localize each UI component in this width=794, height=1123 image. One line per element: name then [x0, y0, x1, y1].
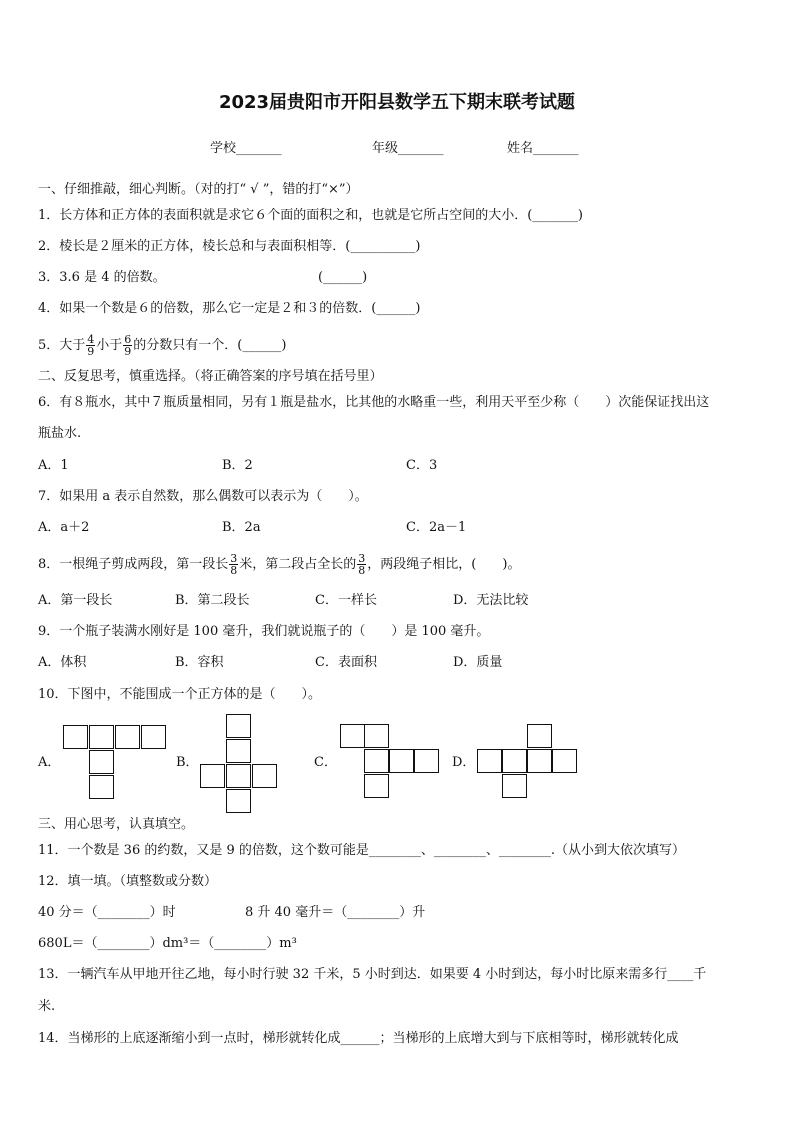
question-14: 14．当梯形的上底逐渐缩小到一点时，梯形就转化成______；当梯形的上底增大到与下底相等时，梯形就转化成 [38, 1031, 679, 1046]
question-12b: 8 升 40 毫升＝（________）升 [245, 905, 426, 920]
question-12: 12．填一填。（填整数或分数） [38, 874, 218, 889]
net-square [364, 749, 389, 773]
section-1-heading: 一、仔细推敲，细心判断。（对的打“ √ ”，错的打“×”） [38, 182, 359, 197]
option-10a[interactable]: A． [38, 755, 61, 770]
option-10b[interactable]: B． [176, 755, 199, 770]
net-square [364, 774, 389, 798]
option-9b[interactable]: B．容积 [175, 655, 224, 670]
net-square [252, 764, 277, 788]
option-8b[interactable]: B．第二段长 [175, 593, 250, 608]
question-3-blank[interactable]: (______) [318, 270, 368, 285]
net-square [89, 750, 114, 774]
question-12c: 680L＝（________）dm³＝（________）m³ [38, 936, 297, 951]
option-6a[interactable]: A．1 [38, 458, 69, 473]
name-field[interactable]: 姓名_______ [507, 141, 579, 156]
option-8d[interactable]: D．无法比较 [453, 593, 529, 608]
option-6c[interactable]: C．3 [406, 458, 438, 473]
question-4: 4．如果一个数是６的倍数，那么它一定是２和３的倍数．(______) [38, 301, 421, 316]
net-square [527, 749, 552, 773]
net-square [389, 749, 414, 773]
question-8: 8．一根绳子剪成两段，第一段长 $\frac{3}{8}$ 米，第二段占全长的 $\frac{3}{8}$ ，两段绳子相比，( )。 [38, 552, 521, 577]
net-square [226, 764, 251, 788]
question-6-cont: 瓶盐水. [38, 426, 82, 441]
section-2-heading: 二、反复思考，慎重选择。（将正确答案的序号填在括号里） [38, 369, 383, 384]
option-10c[interactable]: C． [314, 755, 337, 770]
option-7b[interactable]: B．2a [222, 520, 261, 535]
option-10d[interactable]: D． [452, 755, 476, 770]
net-square [527, 724, 552, 748]
net-square [63, 725, 88, 749]
question-3: 3．3.6 是 4 的倍数。 [38, 270, 166, 285]
fraction: $\frac{4}{9}$ [87, 333, 95, 358]
fraction: $\frac{3}{8}$ [230, 552, 238, 577]
question-2: 2．棱长是２厘米的正方体，棱长总和与表面积相等．(__________) [38, 239, 421, 254]
net-square [477, 749, 502, 773]
grade-field[interactable]: 年级_______ [372, 141, 444, 156]
net-square [141, 725, 166, 749]
option-9a[interactable]: A．体积 [38, 655, 87, 670]
question-10: 10．下图中，不能围成一个正方体的是（ ）。 [38, 687, 322, 702]
question-13-cont: 米. [38, 999, 56, 1014]
net-square [200, 764, 225, 788]
net-square [226, 714, 251, 738]
net-square [552, 749, 577, 773]
option-8c[interactable]: C．一样长 [315, 593, 377, 608]
net-square [340, 724, 365, 748]
net-square [414, 749, 439, 773]
net-square [226, 739, 251, 763]
question-12a: 40 分＝（________）时 [38, 905, 176, 920]
fraction: $\frac{6}{9}$ [124, 333, 132, 358]
section-3-heading: 三、用心思考，认真填空。 [38, 817, 195, 832]
question-13: 13．一辆汽车从甲地开往乙地，每小时行驶 32 千米，5 小时到达．如果要 4 小时到达，每小时比原来需多行____千 [38, 967, 707, 982]
fraction: $\frac{3}{8}$ [358, 552, 366, 577]
option-8a[interactable]: A．第一段长 [38, 593, 113, 608]
question-7: 7．如果用 a 表示自然数，那么偶数可以表示为（ ）。 [38, 489, 368, 504]
option-7a[interactable]: A．a＋2 [38, 520, 90, 535]
school-field[interactable]: 学校_______ [210, 141, 282, 156]
question-11: 11．一个数是 36 的约数，又是 9 的倍数，这个数可能是________、________、________.（从小到大依次填写） [38, 843, 686, 858]
question-1: 1．长方体和正方体的表面积就是求它６个面的面积之和，也就是它所占空间的大小．(_______) [38, 208, 583, 223]
question-9: 9．一个瓶子装满水刚好是 100 毫升，我们就说瓶子的（ ）是 100 毫升。 [38, 624, 490, 639]
page-title: 2023届贵阳市开阳县数学五下期末联考试题 [218, 92, 576, 113]
option-6b[interactable]: B．2 [222, 458, 253, 473]
net-square [89, 725, 114, 749]
question-5: 5．大于 $\frac{4}{9}$ 小于 $\frac{6}{9}$ 的分数只有一个．(______) [38, 333, 287, 358]
net-square [502, 749, 527, 773]
net-square [89, 775, 114, 799]
net-square [115, 725, 140, 749]
option-9d[interactable]: D．质量 [453, 655, 503, 670]
net-square [502, 774, 527, 798]
option-9c[interactable]: C．表面积 [315, 655, 377, 670]
net-square [226, 789, 251, 813]
question-6: 6．有８瓶水，其中７瓶质量相同，另有１瓶是盐水，比其他的水略重一些，利用天平至少称（ ）次能保证找出这 [38, 395, 710, 410]
net-square [364, 724, 389, 748]
option-7c[interactable]: C．2a－1 [406, 520, 467, 535]
